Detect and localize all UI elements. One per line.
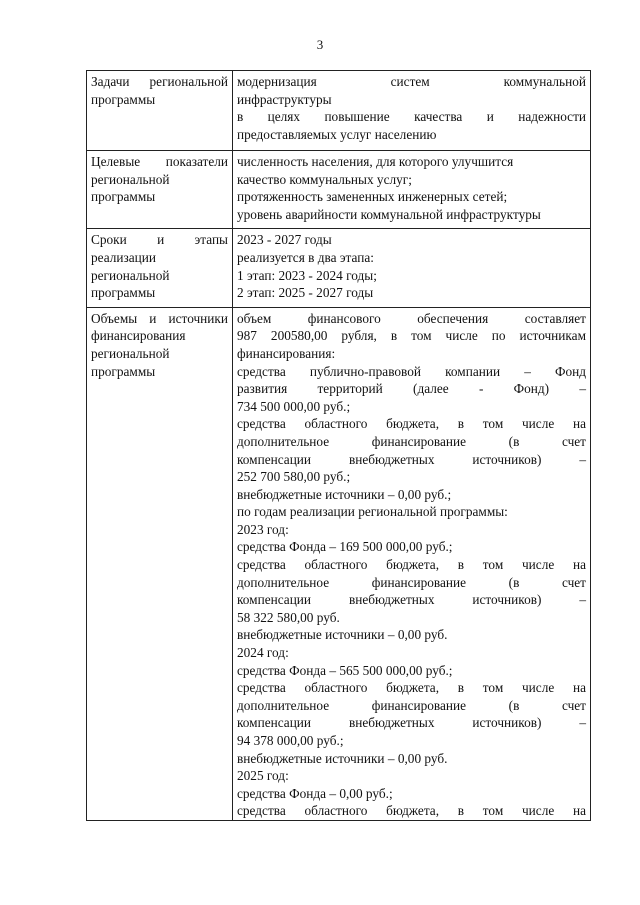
passport-table — [86, 70, 591, 821]
cell-line: компенсации внебюджетных источников) – — [237, 451, 586, 467]
cell-line: компенсации внебюджетных источников) – — [237, 592, 586, 608]
cell-line: 2024 год: — [237, 645, 289, 661]
cell-line: дополнительное финансирование (в счет — [237, 574, 586, 590]
row-terms-label: Сроки и этапы реализации региональной программы — [87, 229, 233, 307]
cell-line: дополнительное финансирование (в счет — [237, 697, 586, 713]
row-tasks — [87, 71, 591, 151]
cell-line: 2 этап: 2025 - 2027 годы — [237, 285, 374, 301]
cell-line: финансирования: — [237, 345, 336, 361]
cell-line: средства Фонда – 565 500 000,00 руб.; — [237, 662, 453, 678]
cell-line: компенсации внебюджетных источников) – — [237, 715, 586, 731]
cell-line: инфраструктуры — [237, 91, 332, 107]
row-funding-label: Объемы и источники финансирования региональной программы — [87, 307, 233, 820]
row-tasks-value — [233, 71, 591, 151]
cell-line: развития территорий (далее - Фонд) – — [237, 381, 586, 397]
cell-line: средства областного бюджета, в том числе на — [237, 803, 586, 819]
cell-line: средства Фонда – 0,00 руб.; — [237, 785, 393, 801]
cell-line: средства областного бюджета, в том числе на — [237, 416, 586, 432]
row-terms-value — [233, 229, 591, 307]
row-funding-value — [233, 307, 591, 820]
cell-line: 58 322 580,00 руб. — [237, 609, 340, 625]
row-terms — [87, 229, 591, 307]
page-number: 3 — [316, 37, 324, 52]
cell-line: дополнительное финансирование (в счет — [237, 433, 586, 449]
cell-line: объем финансового обеспечения составляет — [237, 310, 586, 326]
cell-line: внебюджетные источники – 0,00 руб. — [237, 627, 448, 643]
cell-line: численность населения, для которого улучшится — [237, 154, 514, 169]
cell-line: по годам реализации региональной программы: — [237, 504, 508, 520]
cell-line: 2025 год: — [237, 768, 289, 784]
cell-line: реализуется в два этапа: — [237, 249, 374, 265]
cell-line: средства областного бюджета, в том числе на — [237, 680, 586, 696]
row-funding — [87, 307, 591, 820]
cell-line: 2023 год: — [237, 521, 289, 537]
row-targets-label: Целевые показатели региональной программы — [87, 151, 233, 229]
cell-line: протяженность замененных инженерных сетей; — [237, 189, 508, 205]
row-targets-value — [233, 151, 591, 229]
cell-line: средства Фонда – 169 500 000,00 руб.; — [237, 539, 453, 555]
cell-line: внебюджетные источники – 0,00 руб. — [237, 750, 448, 766]
cell-line: средства публично-правовой компании – Фонд — [237, 363, 586, 379]
cell-line: 94 378 000,00 руб.; — [237, 733, 344, 748]
cell-line: 2023 - 2027 годы — [237, 232, 332, 248]
cell-line: 987 200580,00 рубля, в том числе по источникам — [237, 328, 586, 344]
row-targets — [87, 151, 591, 229]
cell-line: 252 700 580,00 руб.; — [237, 469, 351, 485]
cell-line: 1 этап: 2023 - 2024 годы; — [237, 267, 377, 283]
cell-line: уровень аварийности коммунальной инфраструктуры — [237, 206, 541, 222]
cell-line: модернизация систем коммунальной — [237, 74, 586, 89]
cell-line: качество коммунальных услуг; — [237, 171, 412, 187]
cell-line: внебюджетные источники – 0,00 руб.; — [237, 486, 452, 502]
cell-line: в целях повышение качества и надежности — [237, 109, 586, 125]
cell-line: 734 500 000,00 руб.; — [237, 398, 351, 414]
row-tasks-label: Задачи региональной программы — [87, 71, 233, 151]
cell-line: средства областного бюджета, в том числе на — [237, 557, 586, 573]
cell-line: предоставляемых услуг населению — [237, 126, 437, 142]
